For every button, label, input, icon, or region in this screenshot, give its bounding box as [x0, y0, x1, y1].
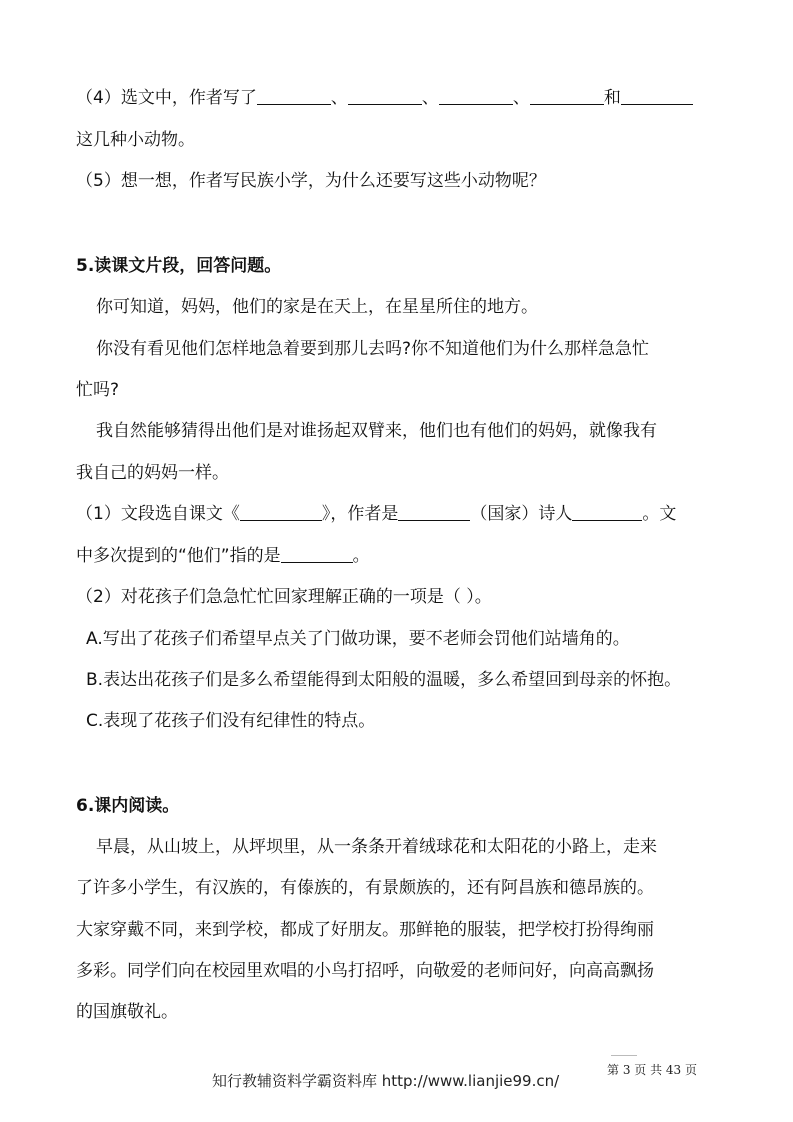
q5-sub1-text: （国家）诗人	[470, 504, 573, 524]
q5-sub1-line2	[76, 545, 370, 567]
page-number-text: 第 3 页 共 43 页	[607, 1063, 697, 1077]
q5-paragraph-3-line2: 我自己的妈妈一样。	[76, 463, 229, 483]
separator: 、	[330, 88, 348, 108]
answer-blank[interactable]	[257, 88, 331, 105]
option-c[interactable]: C.表现了花孩子们没有纪律性的特点。	[86, 711, 376, 731]
answer-blank-poet[interactable]	[572, 504, 642, 521]
answer-blank[interactable]	[439, 88, 513, 105]
q5-sub1-text: 中多次提到的“他们”指的是	[76, 546, 281, 566]
conjunction: 和	[603, 88, 621, 108]
q5-sub2: （2）对花孩子们急急忙忙回家理解正确的一项是（ ）。	[76, 587, 492, 607]
q6-heading: 6.课内阅读。	[76, 796, 180, 816]
q5-paragraph-3-line1: 我自然能够猜得出他们是对谁扬起双臂来，他们也有他们的妈妈，就像我有	[96, 421, 657, 441]
answer-blank-title[interactable]	[240, 504, 322, 521]
answer-blank-author[interactable]	[398, 504, 470, 521]
q4-part4-label: （4）选文中，作者写了	[76, 88, 257, 108]
option-a[interactable]: A.写出了花孩子们希望早点关了门做功课，要不老师会罚他们站墙角的。	[86, 629, 630, 649]
q6-line: 大家穿戴不同，来到学校，都成了好朋友。那鲜艳的服装，把学校打扮得绚丽	[76, 920, 654, 940]
q6-line: 多彩。同学们向在校园里欢唱的小鸟打招呼，向敬爱的老师问好，向高高飘扬	[76, 961, 654, 981]
q6-line: 了许多小学生，有汉族的，有傣族的，有景颇族的，还有阿昌族和德昂族的。	[76, 878, 654, 898]
q5-heading: 5.读课文片段，回答问题。	[76, 256, 282, 276]
separator: 、	[421, 88, 439, 108]
answer-blank[interactable]	[621, 88, 693, 105]
footer-website: 知行教辅资料学霸资料库 http://www.lianjie99.cn/	[212, 1072, 560, 1090]
q4-part5: （5）想一想，作者写民族小学，为什么还要写这些小动物呢？	[76, 171, 546, 191]
option-b[interactable]: B.表达出花孩子们是多么希望能得到太阳般的温暖，多么希望回到母亲的怀抱。	[86, 670, 682, 690]
q5-sub1-text: 。	[352, 546, 370, 566]
q5-paragraph-1: 你可知道，妈妈，他们的家是在天上，在星星所住的地方。	[96, 297, 538, 317]
answer-blank[interactable]	[530, 88, 604, 105]
answer-blank[interactable]	[348, 88, 422, 105]
page-number	[607, 1061, 697, 1078]
q6-line: 的国旗敬礼。	[76, 1002, 178, 1022]
q5-sub1-text: 》，作者是	[321, 504, 399, 524]
q4-part4-line2: 这几种小动物。	[76, 130, 195, 150]
separator: 、	[512, 88, 530, 108]
q5-sub1-text: （1）文段选自课文《	[76, 504, 240, 524]
q5-paragraph-2-line1: 你没有看见他们怎样地急着要到那儿去吗?你不知道他们为什么那样急急忙	[96, 339, 650, 359]
q6-line: 早晨，从山坡上，从坪坝里，从一条条开着绒球花和太阳花的小路上，走来	[96, 837, 657, 857]
q5-paragraph-2-line2: 忙吗?	[76, 380, 120, 400]
q4-part4-line1	[76, 87, 693, 109]
q5-sub1-line1	[76, 503, 676, 525]
footer-divider	[611, 1055, 637, 1056]
answer-blank-they[interactable]	[281, 546, 353, 563]
q5-sub1-text: 。文	[642, 504, 677, 524]
